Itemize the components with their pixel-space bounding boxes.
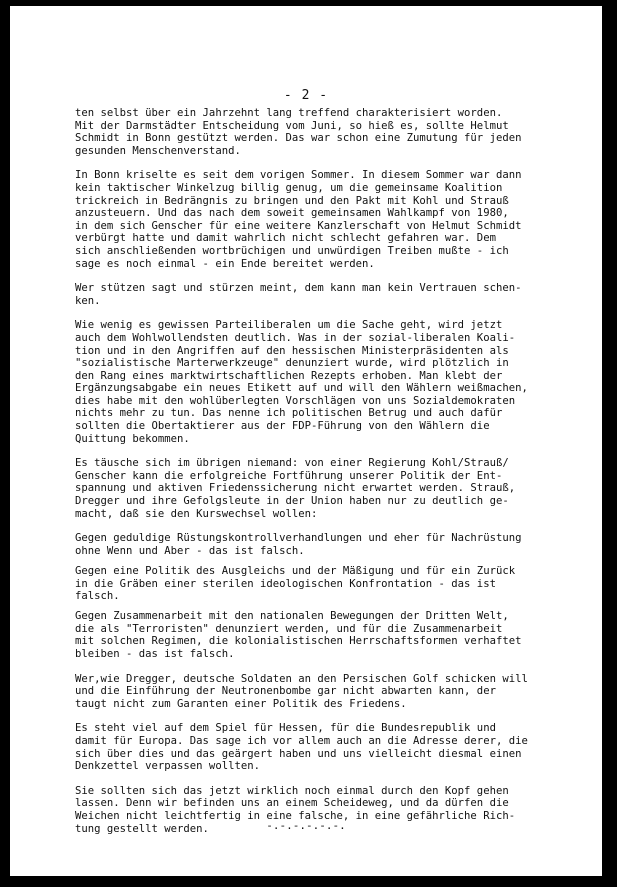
text-line: kein taktischer Winkelzug billig genug, um die gemeinsame Koalition — [75, 181, 503, 194]
paragraph — [75, 532, 585, 557]
text-line: mit solchen Regimen, die kolonialistischen Herrschaftsformen verhaftet — [75, 635, 522, 648]
document-page — [10, 6, 602, 876]
text-line: Sie sollten sich das jetzt wirklich noch einmal durch den Kopf gehen — [75, 784, 509, 797]
text-line: Schmidt in Bonn gestützt werden. Das war schon eine Zumutung für jeden — [75, 132, 522, 145]
text-line: falsch. — [75, 590, 120, 603]
paragraph — [75, 169, 585, 270]
text-line: bleiben - das ist falsch. — [75, 647, 235, 660]
text-line: sich anschließenden wortbrüchigen und unwürdigen Treiben mußte - ich — [75, 244, 509, 257]
paragraph — [75, 565, 585, 603]
text-line: Gegen eine Politik des Ausgleichs und der Mäßigung und für ein Zurück — [75, 564, 516, 577]
text-line: dies habe mit den wohlüberlegten Vorschlägen von uns Sozialdemokraten — [75, 394, 516, 407]
text-line: in die Gräben einer sterilen ideologischen Konfrontation - das ist — [75, 577, 496, 590]
text-line: sollten die Obertaktierer aus der FDP-Führung von den Wählern die — [75, 420, 490, 433]
paragraph — [75, 673, 585, 711]
text-line: ten selbst über ein Jahrzehnt lang treffend charakterisiert worden. — [75, 107, 503, 119]
text-line: ohne Wenn und Aber - das ist falsch. — [75, 544, 305, 557]
text-line: tion und in den Angriffen auf den hessischen Ministerpräsidenten als — [75, 344, 509, 357]
paragraph — [75, 319, 585, 445]
paragraph — [75, 722, 585, 772]
text-line: sich über dies und das geärgert haben und uns vielleicht diesmal einen — [75, 747, 522, 760]
text-line: auch dem Wohlwollendsten deutlich. Was in der sozial-liberalen Koali- — [75, 331, 516, 344]
text-line: und die Einführung der Neutronenbombe gar nicht abwarten kann, der — [75, 685, 496, 698]
text-line: nichts mehr zu tun. Das nenne ich politischen Betrug und auch dafür — [75, 407, 503, 420]
text-line: tung gestellt werden. — [75, 822, 209, 835]
text-line: ken. — [75, 294, 101, 307]
text-line: spannung und aktiven Friedenssicherung nicht erwartet werden. Strauß, — [75, 482, 516, 495]
text-line: gesunden Menschenverstand. — [75, 144, 241, 157]
text-line: verbürgt hatte und damit wahrlich nicht schlecht gefahren war. Dem — [75, 232, 496, 245]
text-line: sage es noch einmal - ein Ende bereitet werden. — [75, 257, 375, 270]
text-line: Es täusche sich im übrigen niemand: von einer Regierung Kohl/Strauß/ — [75, 457, 509, 470]
text-line: trickreich in Bedrängnis zu bringen und den Pakt mit Kohl und Strauß — [75, 194, 509, 207]
text-line: die als "Terroristen" denunziert werden, und für die Zusammenarbeit — [75, 622, 503, 635]
document-body — [75, 107, 585, 843]
text-line: Weichen nicht leichtfertig in eine falsche, in eine gefährliche Rich- — [75, 809, 516, 822]
text-line: anzusteuern. Und das nach dem soweit gemeinsamen Wahlkampf von 1980, — [75, 207, 509, 220]
text-line: Wie wenig es gewissen Parteiliberalen um die Sache geht, wird jetzt — [75, 319, 503, 332]
text-line: Denkzettel verpassen wollten. — [75, 760, 260, 773]
end-mark: -.-.-.-.-.-. — [266, 819, 346, 832]
paragraph — [75, 107, 585, 157]
text-line: lassen. Denn wir befinden uns an einem Scheideweg, und da dürfen die — [75, 797, 509, 810]
text-line: taugt nicht zum Garanten einer Politik des Friedens. — [75, 697, 407, 710]
text-line: Dregger und ihre Gefolgsleute in der Union haben nur zu deutlich ge- — [75, 495, 509, 508]
text-line: Quittung bekommen. — [75, 432, 190, 445]
text-line: "sozialistische Marterwerkzeuge" denunziert wurde, wird plötzlich in — [75, 357, 509, 370]
text-line: Gegen Zusammenarbeit mit den nationalen Bewegungen der Dritten Welt, — [75, 610, 509, 623]
text-line: den Rang eines marktwirtschaftlichen Rezepts erhoben. Man klebt der — [75, 369, 503, 382]
paragraph — [75, 610, 585, 660]
text-line: macht, daß sie den Kurswechsel wollen: — [75, 507, 318, 520]
text-line: In Bonn kriselte es seit dem vorigen Sommer. In diesem Sommer war dann — [75, 169, 522, 182]
text-line: Ergänzungsabgabe ein neues Etikett auf und will den Wählern weißmachen, — [75, 382, 528, 395]
text-line: Gegen geduldige Rüstungskontrollverhandlungen und eher für Nachrüstung — [75, 532, 522, 545]
text-line: damit für Europa. Das sage ich vor allem auch an die Adresse derer, die — [75, 734, 528, 747]
page-number: - 2 - — [283, 88, 329, 103]
paragraph — [75, 282, 585, 307]
text-line: Wer stützen sagt und stürzen meint, dem kann man kein Vertrauen schen- — [75, 282, 522, 295]
paragraph — [75, 457, 585, 520]
text-line: Genscher kann die erfolgreiche Fortführung unserer Politik der Ent- — [75, 469, 503, 482]
text-line: Mit der Darmstädter Entscheidung vom Juni, so hieß es, sollte Helmut — [75, 119, 509, 132]
text-line: in dem sich Genscher für eine weitere Kanzlerschaft von Helmut Schmidt — [75, 219, 522, 232]
text-line: Es steht viel auf dem Spiel für Hessen, für die Bundesrepublik und — [75, 722, 496, 735]
text-line: Wer,wie Dregger, deutsche Soldaten an den Persischen Golf schicken will — [75, 672, 528, 685]
